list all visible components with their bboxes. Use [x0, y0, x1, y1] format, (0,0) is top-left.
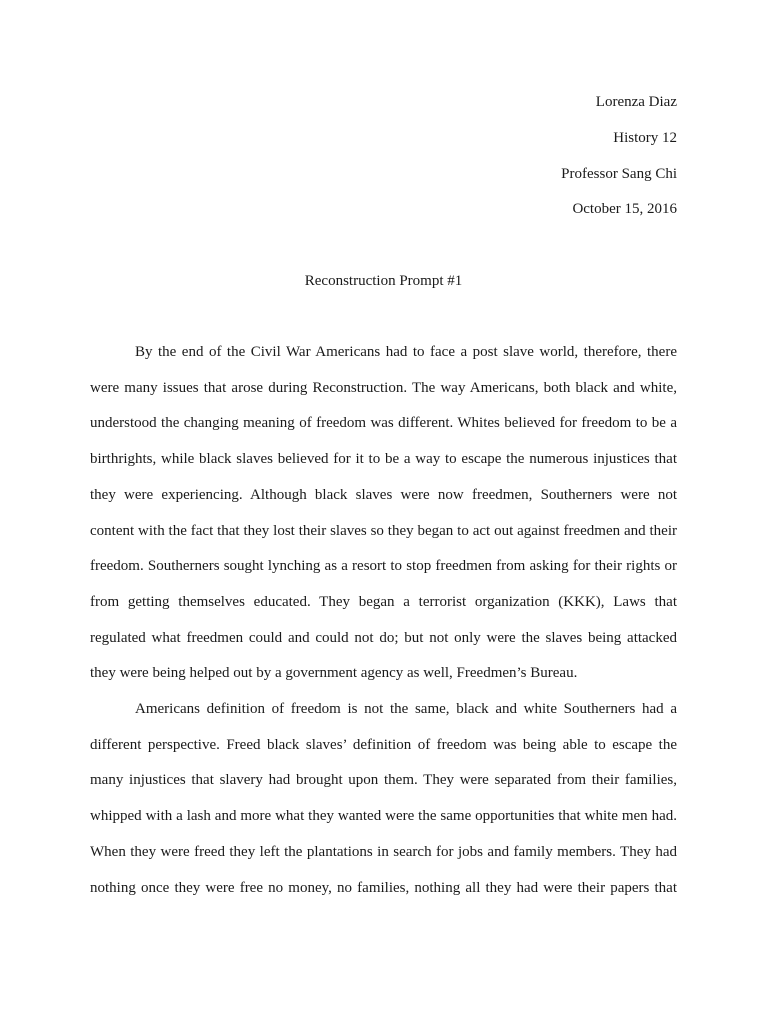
essay-title: Reconstruction Prompt #1 [304, 273, 463, 289]
paragraph-1-line: birthrights, while black slaves believed for it to be a way to escape the numerous injustices that [90, 451, 677, 467]
paragraph-2-line: whipped with a lash and more what they wanted were the same opportunities that white men had. [90, 808, 677, 824]
paragraph-1-line: content with the fact that they lost their slaves so they began to act out against freedmen and their [90, 523, 677, 539]
submission-date: October 15, 2016 [572, 201, 677, 217]
course-name: History 12 [613, 130, 677, 146]
professor-name: Professor Sang Chi [561, 166, 677, 182]
paragraph-2-line: many injustices that slavery had brought upon them. They were separated from their families, [90, 772, 677, 788]
paragraph-1-line: By the end of the Civil War Americans had to face a post slave world, therefore, there [135, 344, 677, 360]
paragraph-1-line: were many issues that arose during Reconstruction. The way Americans, both black and white, [90, 380, 677, 396]
paragraph-2-line: different perspective. Freed black slaves’ definition of freedom was being able to escape the [90, 737, 677, 753]
paragraph-2-line: nothing once they were free no money, no families, nothing all they had were their papers that [90, 880, 677, 896]
paragraph-2-line: Americans definition of freedom is not the same, black and white Southerners had a [135, 701, 677, 717]
author-name: Lorenza Diaz [595, 94, 677, 110]
paragraph-1-line: freedom. Southerners sought lynching as a resort to stop freedmen from asking for their rights or [90, 558, 677, 574]
paragraph-1-line: understood the changing meaning of freedom was different. Whites believed for freedom to be a [90, 415, 677, 431]
paragraph-2-line: When they were freed they left the plantations in search for jobs and family members. They had [90, 844, 677, 860]
paragraph-1-line: from getting themselves educated. They began a terrorist organization (KKK), Laws that [90, 594, 677, 610]
document-page [90, 0, 677, 1024]
paragraph-1-line: they were experiencing. Although black slaves were now freedmen, Southerners were not [90, 487, 677, 503]
paragraph-1-line: they were being helped out by a government agency as well, Freedmen’s Bureau. [90, 665, 578, 681]
paragraph-1-line: regulated what freedmen could and could not do; but not only were the slaves being attacked [90, 630, 677, 646]
